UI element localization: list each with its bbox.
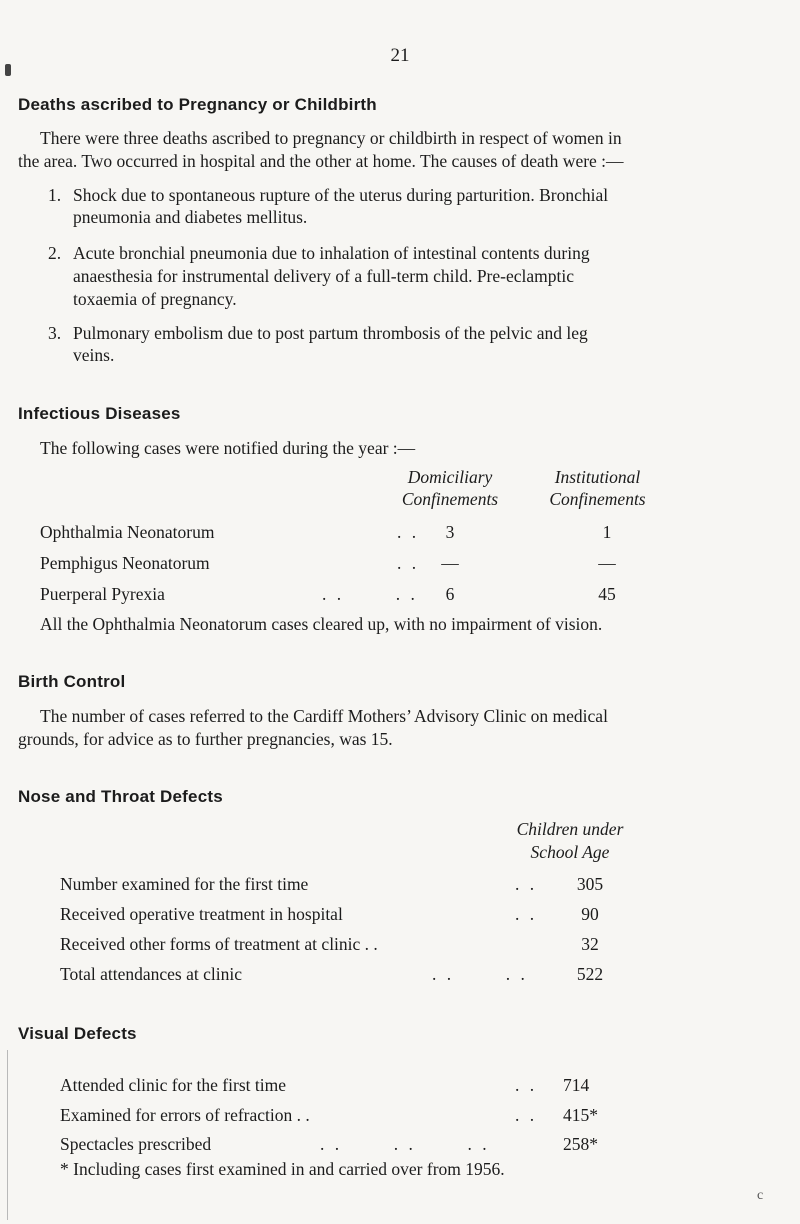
nose-throat-row-leader: . . (515, 874, 538, 894)
death-item-2-number: 2. (48, 243, 62, 263)
nose-throat-row-label: Received operative treatment in hospital (60, 904, 343, 924)
visual-row-label: Attended clinic for the first time (60, 1075, 286, 1095)
visual-row-value: 258* (563, 1134, 598, 1154)
col-header-institutional-line2: Confinements (549, 489, 646, 509)
death-item-1-line1: Shock due to spontaneous rupture of the uterus during parturition. Bronchial (73, 185, 609, 205)
infectious-note: All the Ophthalmia Neonatorum cases cleared up, with no impairment of vision. (40, 614, 603, 634)
infectious-row-institutional: 45 (598, 584, 616, 604)
infectious-row-institutional: — (598, 553, 616, 573)
col-header-children-line2: School Age (530, 842, 610, 862)
visual-row-label: Spectacles prescribed (60, 1134, 212, 1154)
page-number: 21 (390, 45, 410, 66)
visual-row-value: 415* (563, 1105, 598, 1125)
infectious-row-leader: . . (397, 522, 420, 542)
nose-throat-row-label: Total attendances at clinic (60, 964, 242, 984)
infectious-row-domiciliary: — (441, 553, 459, 573)
birth-control-line1: The number of cases referred to the Cardiff Mothers’ Advisory Clinic on medical (40, 706, 608, 726)
death-item-1-number: 1. (48, 185, 62, 205)
nose-throat-row-value: 32 (581, 934, 599, 954)
page-edge-line (7, 1050, 8, 1220)
nose-throat-row-value: 522 (576, 964, 604, 984)
nose-throat-row-value: 305 (576, 874, 604, 894)
death-item-3-number: 3. (48, 323, 62, 343)
infectious-row-label: Ophthalmia Neonatorum (40, 522, 215, 542)
nose-throat-heading: Nose and Throat Defects (18, 787, 223, 806)
nose-throat-row-leader: . . . . (432, 964, 528, 984)
nose-throat-row-value: 90 (581, 904, 599, 924)
visual-heading: Visual Defects (18, 1024, 137, 1043)
visual-row-label: Examined for errors of refraction . . (60, 1105, 310, 1125)
birth-control-line2: grounds, for advice as to further pregnancies, was 15. (18, 729, 393, 749)
nose-throat-row-label: Received other forms of treatment at clinic . . (60, 934, 378, 954)
visual-row-value: 714 (563, 1075, 590, 1095)
visual-row-leader: . . (515, 1105, 538, 1125)
birth-control-heading: Birth Control (18, 672, 126, 691)
infectious-row-domiciliary: 3 (445, 522, 455, 542)
nose-throat-row-leader: . . (515, 904, 538, 924)
death-item-3-line2: veins. (73, 345, 115, 365)
infectious-row-label: Puerperal Pyrexia (40, 584, 165, 604)
death-item-3-line1: Pulmonary embolism due to post partum thrombosis of the pelvic and leg (73, 323, 588, 343)
col-header-domiciliary-line1: Domiciliary (407, 467, 493, 487)
deaths-heading: Deaths ascribed to Pregnancy or Childbirth (18, 95, 377, 114)
death-item-2-line1: Acute bronchial pneumonia due to inhalation of intestinal contents during (73, 243, 590, 263)
col-header-children-line1: Children under (516, 819, 624, 839)
visual-row-leader: . . . . . . (320, 1134, 490, 1154)
infectious-heading: Infectious Diseases (18, 404, 181, 423)
deaths-intro-line1: There were three deaths ascribed to pregnancy or childbirth in respect of women in (40, 128, 622, 148)
death-item-2-line2: anaesthesia for instrumental delivery of a full-term child. Pre-eclamptic (73, 266, 574, 286)
infectious-row-leader: . . (397, 553, 420, 573)
infectious-row-leader: . . . . (322, 584, 418, 604)
visual-footnote: * Including cases first examined in and carried over from 1956. (60, 1159, 505, 1179)
infectious-row-domiciliary: 6 (445, 584, 455, 604)
infectious-row-label: Pemphigus Neonatorum (40, 553, 210, 573)
infectious-intro: The following cases were notified during the year :— (40, 438, 416, 458)
col-header-institutional-line1: Institutional (554, 467, 641, 487)
corner-mark: c (757, 1188, 764, 1203)
visual-row-leader: . . (515, 1075, 538, 1095)
deaths-intro-line2: the area. Two occurred in hospital and the other at home. The causes of death were :— (18, 151, 624, 171)
infectious-row-institutional: 1 (602, 522, 612, 542)
col-header-domiciliary-line2: Confinements (401, 489, 499, 509)
death-item-1-line2: pneumonia and diabetes mellitus. (73, 207, 308, 227)
nose-throat-row-label: Number examined for the first time (60, 874, 309, 894)
death-item-2-line3: toxaemia of pregnancy. (73, 289, 237, 309)
